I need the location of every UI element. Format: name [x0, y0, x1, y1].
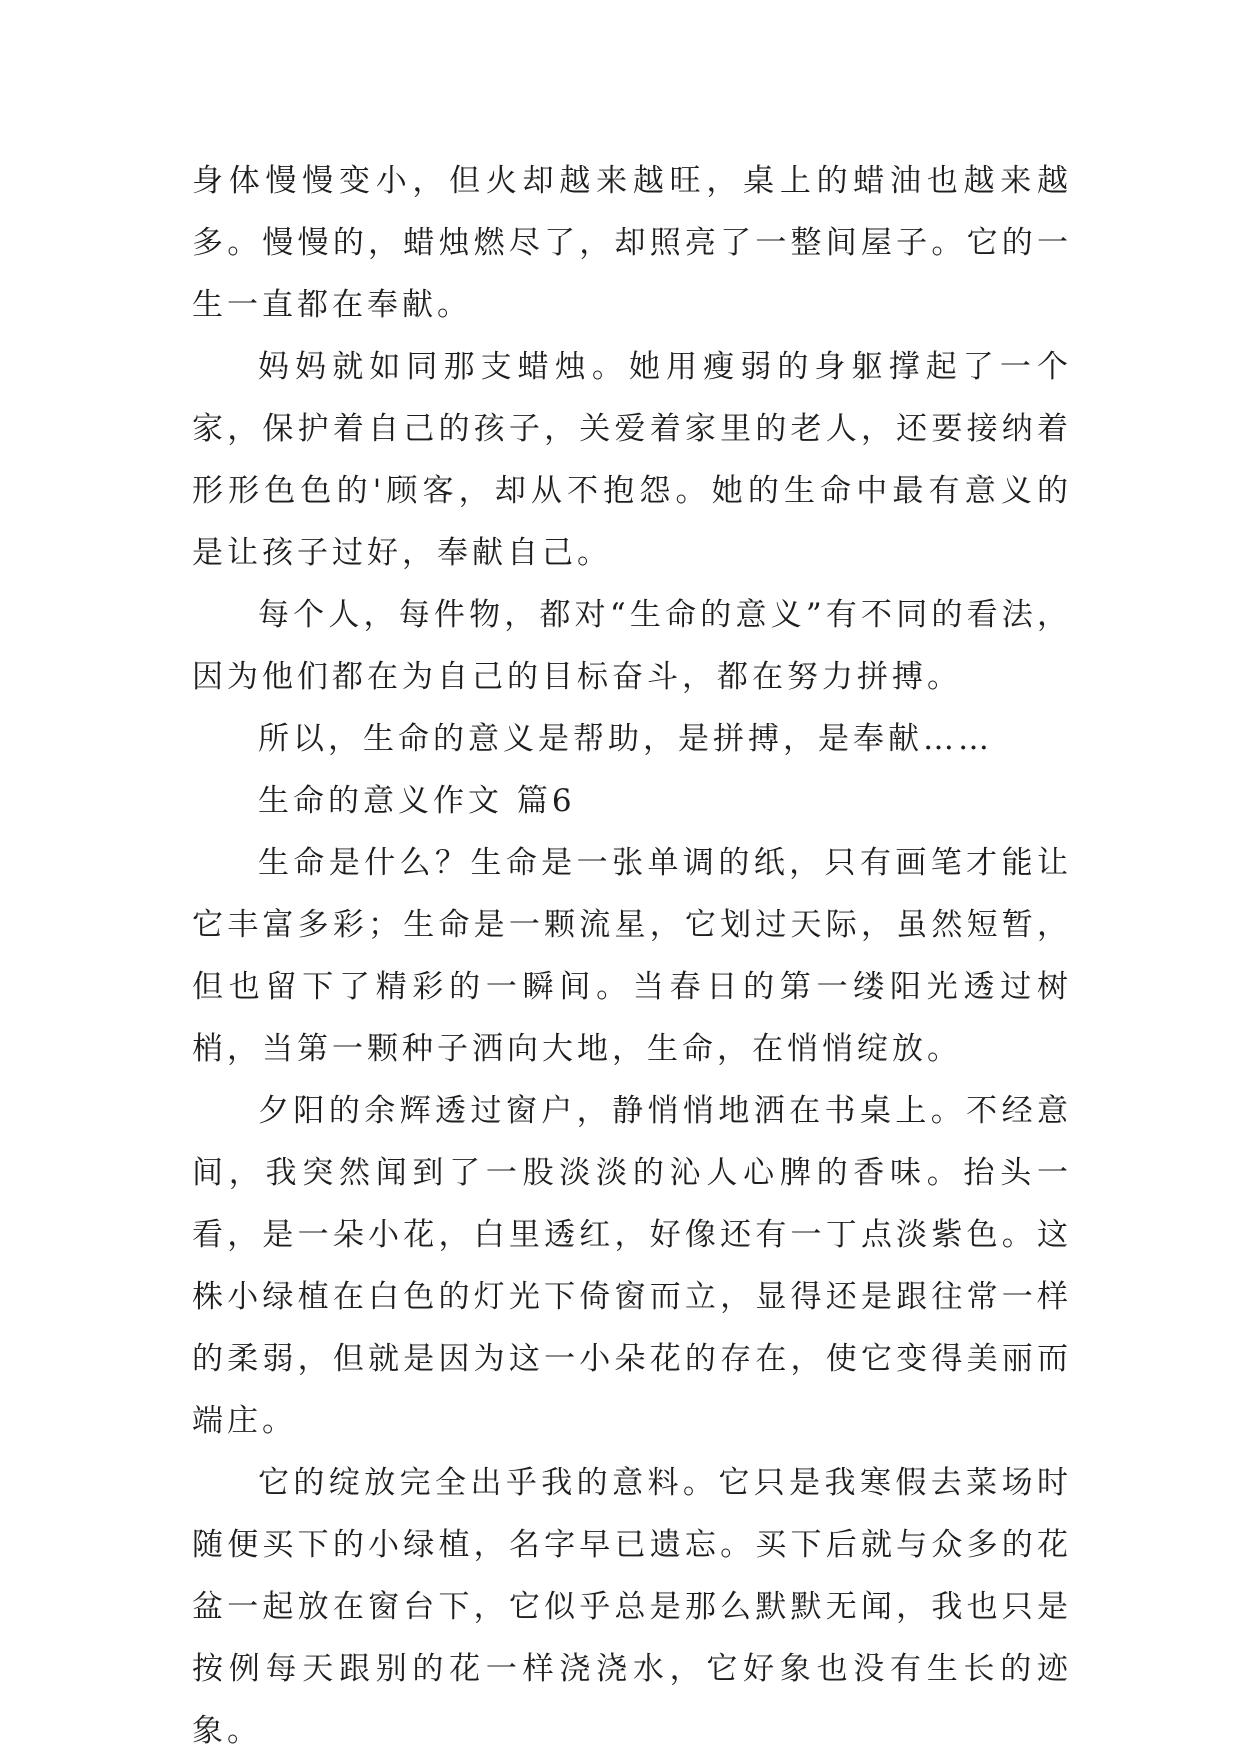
document-body [192, 150, 1072, 1762]
paragraph-views: 每个人，每件物，都对“生命的意义”有不同的看法，因为他们都在为自己的目标奋斗，都在努力拼搏。 [192, 597, 1072, 695]
paragraph-bloom: 它的绽放完全出乎我的意料。它只是我寒假去菜场时随便买下的小绿植，名字早已遗忘。买下后就与众多的花盆一起放在窗台下，它似乎总是那么默默无闻，我也只是按例每天跟别的花一样浇浇水，它好象也没有生长的迹象。 [192, 1465, 1072, 1749]
paragraph-candle: 身体慢慢变小，但火却越来越旺，桌上的蜡油也越来越多。慢慢的，蜡烛燃尽了，却照亮了一整间屋子。它的一生一直都在奉献。 [192, 163, 1072, 323]
paragraph-what-is-life: 生命是什么？生命是一张单调的纸，只有画笔才能让它丰富多彩；生命是一颗流星，它划过天际，虽然短暂，但也留下了精彩的一瞬间。当春日的第一缕阳光透过树梢，当第一颗种子洒向大地，生命，在悄悄绽放。 [192, 845, 1072, 1067]
section-heading: 生命的意义作文 篇6 [258, 783, 576, 819]
paragraph-conclusion: 所以，生命的意义是帮助，是拼搏，是奉献…… [258, 721, 993, 757]
paragraph-mother: 妈妈就如同那支蜡烛。她用瘦弱的身躯撑起了一个家，保护着自己的孩子，关爱着家里的老人，还要接纳着形形色色的'顾客，却从不抱怨。她的生命中最有意义的是让孩子过好，奉献自己。 [192, 349, 1072, 571]
paragraph-sunset-flower: 夕阳的余辉透过窗户，静悄悄地洒在书桌上。不经意间，我突然闻到了一股淡淡的沁人心脾的香味。抬头一看，是一朵小花，白里透红，好像还有一丁点淡紫色。这株小绿植在白色的灯光下倚窗而立，显得还是跟往常一样的柔弱，但就是因为这一小朵花的存在，使它变得美丽而端庄。 [192, 1093, 1072, 1439]
